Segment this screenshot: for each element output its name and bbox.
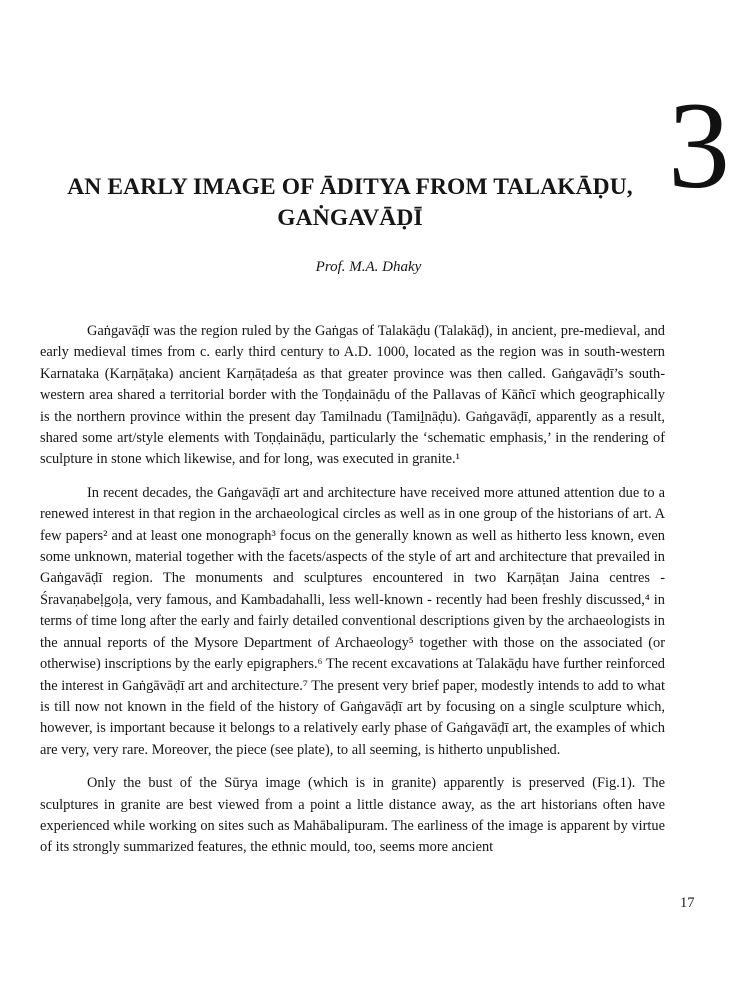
- title-line-2: GAṄGAVĀḌĪ: [277, 205, 423, 231]
- paragraph-2: In recent decades, the Gaṅgavāḍī art and architecture have received more attuned attention due to a renewed interest in that region in the archaeological circles as well as in one group of the historians of art. A few papers² and at least one monograph³ focus on the generally known as well as hitherto less known, even some unknown, material together with the facets/aspects of the style of art and architecture that prevailed in Gaṅgavāḍī region. The monuments and sculptures encountered in two Karṇāṭan Jaina centres - Śravaṇabeḷgoḷa, very famous, and Kambadahalli, less well-known - recently had been freshly discussed,⁴ in terms of time long after the early and fairly detailed conventional descriptions given by the archaeologists in the annual reports of the Mysore Department of Archaeology⁵ together with those on the associated (or otherwise) inscriptions by the early epigraphers.⁶ The recent excavations at Talakāḍu have further reinforced the interest in Gaṅgāvāḍī art and architecture.⁷ The present very brief paper, modestly intends to add to what is till now not known in the field of the history of Gaṅgavāḍī art by focusing on a single sculpture which, however, is important because it belongs to a relatively early phase of Gaṅgavāḍī art, the examples of which are very, very rare. Moreover, the piece (see plate), to all seeming, is hitherto unpublished.: [40, 484, 665, 758]
- article-body: [40, 321, 665, 859]
- article-title: [40, 172, 660, 234]
- title-line-1: AN EARLY IMAGE OF ĀDITYA FROM TALAKĀḌU,: [67, 174, 633, 200]
- page-number: 17: [680, 895, 695, 911]
- chapter-number: 3: [668, 77, 730, 214]
- paragraph-3: Only the bust of the Sūrya image (which is in granite) apparently is preserved (Fig.1). The sculptures in granite are best viewed from a point a little distance away, as the art historians often have experienced while working on sites such as Mahābalipuram. The earliness of the image is apparent by virtue of its strongly summarized features, the ethnic mould, too, seems more ancient: [40, 775, 665, 856]
- paragraph-1: Gaṅgavāḍī was the region ruled by the Gaṅgas of Talakāḍu (Talakāḍ), in ancient, pre-medieval, and early medieval times from c. early third century to A.D. 1000, located as the region was in south-western Karnataka (Karṇāṭaka) ancient Karṇāṭadeśa as that greater province was then called. Gaṅgavāḍī’s south-western area shared a territorial border with the Toṇḍaināḍu of the Pallavas of Kāñcī which geographically is the northern province within the present day Tamilnadu (Tamiḻnāḍu). Gaṅgavāḍī, apparently as a result, shared some art/style elements with Toṇḍaināḍu, particularly the ‘schematic emphasis,’ in the rendering of sculpture in stone which likewise, and for long, was executed in granite.¹: [40, 323, 665, 468]
- author-byline: Prof. M.A. Dhaky: [315, 259, 422, 275]
